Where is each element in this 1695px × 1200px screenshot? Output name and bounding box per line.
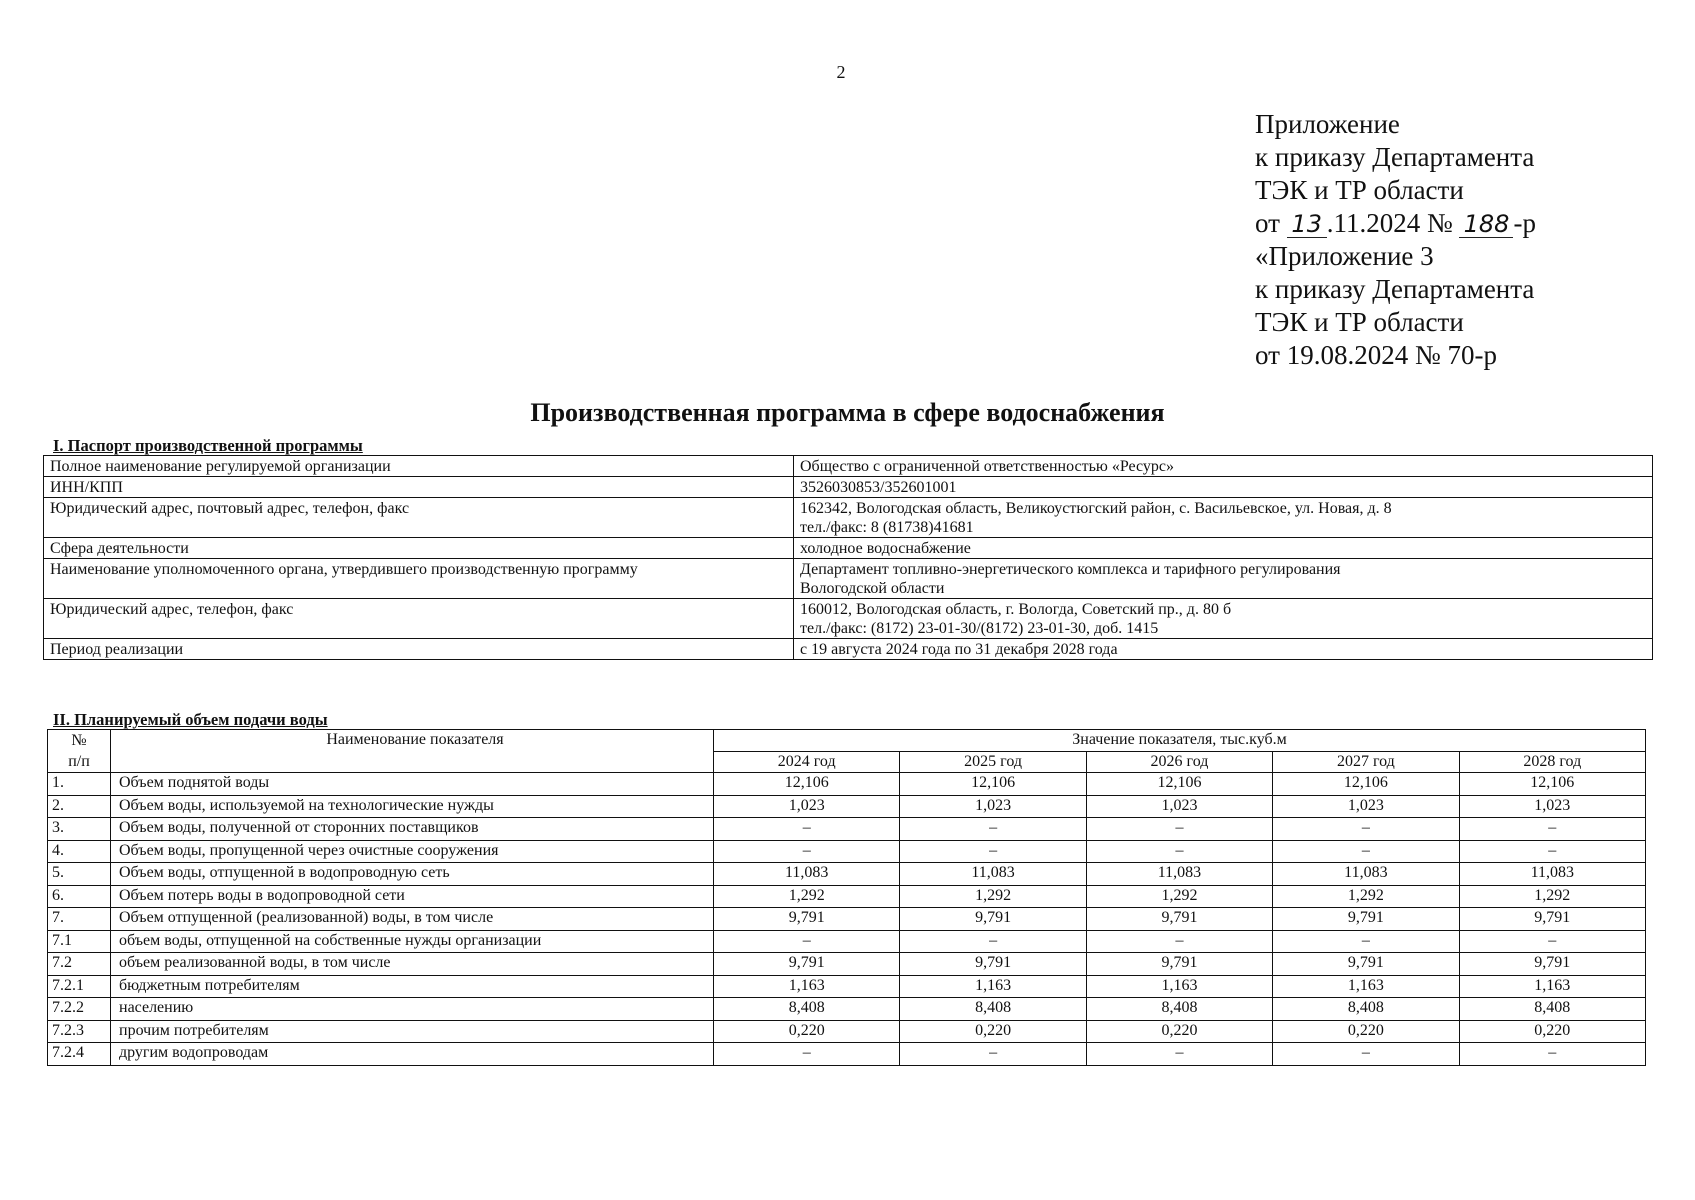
table-row [48, 818, 1646, 841]
passport-row [44, 599, 1653, 639]
appendix-line-8: от 19.08.2024 № 70-р [1255, 340, 1497, 370]
row-value: 9,791 [1273, 953, 1459, 976]
row-indicator-name: бюджетным потребителям [111, 975, 714, 998]
table-row [48, 885, 1646, 908]
row-value: 9,791 [1273, 908, 1459, 931]
row-value: 1,163 [1086, 975, 1272, 998]
table-row [48, 998, 1646, 1021]
passport-row [44, 538, 1653, 559]
row-number: 7. [48, 908, 111, 931]
row-value: 1,023 [1086, 795, 1272, 818]
appendix-line-6: к приказу Департамента [1255, 274, 1535, 304]
passport-value: 3526030853/352601001 [794, 477, 1653, 498]
header-year: 2027 год [1273, 751, 1459, 773]
row-value: 12,106 [1459, 773, 1645, 796]
row-value: 9,791 [1459, 953, 1645, 976]
row-value: – [1086, 840, 1272, 863]
row-value: 9,791 [714, 953, 900, 976]
passport-label: Период реализации [44, 639, 794, 660]
passport-label: Юридический адрес, почтовый адрес, телефон, факс [44, 498, 794, 538]
appendix-line-3: ТЭК и ТР области [1255, 175, 1464, 205]
row-value: – [714, 930, 900, 953]
row-indicator-name: Объем отпущенной (реализованной) воды, в том числе [111, 908, 714, 931]
row-value: 8,408 [900, 998, 1086, 1021]
row-indicator-name: прочим потребителям [111, 1020, 714, 1043]
table-row [48, 863, 1646, 886]
row-value: 1,163 [1273, 975, 1459, 998]
appendix-line-5: «Приложение 3 [1255, 241, 1434, 271]
row-value: – [1459, 1043, 1645, 1066]
passport-value: Общество с ограниченной ответственностью «Ресурс» [794, 456, 1653, 477]
row-value: 1,023 [1459, 795, 1645, 818]
row-number: 6. [48, 885, 111, 908]
row-value: – [1086, 818, 1272, 841]
table-row [48, 953, 1646, 976]
passport-label: Сфера деятельности [44, 538, 794, 559]
row-value: – [900, 818, 1086, 841]
row-value: 9,791 [1459, 908, 1645, 931]
order-suffix: -р [1513, 208, 1536, 238]
passport-label: Юридический адрес, телефон, факс [44, 599, 794, 639]
header-year: 2028 год [1459, 751, 1645, 773]
table-row [48, 840, 1646, 863]
passport-value: Департамент топливно-энергетического комплекса и тарифного регулирования Вологодской области [794, 559, 1653, 599]
order-date-rest: .11.2024 № [1326, 208, 1460, 238]
passport-value: 160012, Вологодская область, г. Вологда, Советский пр., д. 80 б тел./факс: (8172) 23-01-30/(8172) 23-01-30, доб. 1415 [794, 599, 1653, 639]
row-value: 0,220 [714, 1020, 900, 1043]
table-row [48, 908, 1646, 931]
row-value: – [1273, 818, 1459, 841]
row-indicator-name: Объем воды, используемой на технологические нужды [111, 795, 714, 818]
row-value: 9,791 [900, 953, 1086, 976]
row-value: 1,292 [1273, 885, 1459, 908]
row-value: – [714, 818, 900, 841]
row-value: 9,791 [1086, 953, 1272, 976]
row-value: – [900, 840, 1086, 863]
header-year: 2025 год [900, 751, 1086, 773]
row-number: 7.1 [48, 930, 111, 953]
passport-row [44, 639, 1653, 660]
table-row [48, 1043, 1646, 1066]
row-indicator-name: Объем воды, полученной от сторонних поставщиков [111, 818, 714, 841]
table-row [48, 975, 1646, 998]
row-value: – [1459, 818, 1645, 841]
row-value: 0,220 [1273, 1020, 1459, 1043]
handwritten-order-number: 188 [1459, 211, 1513, 238]
passport-row [44, 498, 1653, 538]
table-row [48, 1020, 1646, 1043]
appendix-line-1: Приложение [1255, 109, 1400, 139]
row-value: 9,791 [1086, 908, 1272, 931]
row-number: 5. [48, 863, 111, 886]
appendix-line-7: ТЭК и ТР области [1255, 307, 1464, 337]
row-value: 9,791 [714, 908, 900, 931]
row-value: 1,292 [1459, 885, 1645, 908]
appendix-line-2: к приказу Департамента [1255, 142, 1535, 172]
row-value: 8,408 [714, 998, 900, 1021]
row-value: – [1459, 930, 1645, 953]
row-number: 3. [48, 818, 111, 841]
row-indicator-name: объем реализованной воды, в том числе [111, 953, 714, 976]
row-number: 7.2 [48, 953, 111, 976]
passport-label: Наименование уполномоченного органа, утвердившего производственную программу [44, 559, 794, 599]
header-row [48, 730, 1646, 752]
row-value: 1,163 [1459, 975, 1645, 998]
passport-label: ИНН/КПП [44, 477, 794, 498]
passport-value: 162342, Вологодская область, Великоустюгский район, с. Васильевское, ул. Новая, д. 8 тел./факс: 8 (81738)41681 [794, 498, 1653, 538]
row-indicator-name: Объем воды, пропущенной через очистные сооружения [111, 840, 714, 863]
page-number: 2 [836, 62, 846, 82]
row-value: 0,220 [1459, 1020, 1645, 1043]
row-value: – [1086, 1043, 1272, 1066]
row-indicator-name: населению [111, 998, 714, 1021]
passport-row [44, 559, 1653, 599]
row-value: 12,106 [900, 773, 1086, 796]
row-value: – [900, 930, 1086, 953]
passport-table [43, 455, 1653, 660]
row-number: 7.2.3 [48, 1020, 111, 1043]
water-volume-table [47, 729, 1646, 1066]
row-value: 1,163 [714, 975, 900, 998]
row-value: – [900, 1043, 1086, 1066]
row-value: 1,023 [900, 795, 1086, 818]
row-indicator-name: Объем поднятой воды [111, 773, 714, 796]
row-value: 0,220 [900, 1020, 1086, 1043]
row-value: – [1273, 1043, 1459, 1066]
row-value: 8,408 [1459, 998, 1645, 1021]
row-indicator-name: другим водопроводам [111, 1043, 714, 1066]
section-1-title: I. Паспорт производственной программы [53, 436, 363, 455]
row-value: – [714, 1043, 900, 1066]
row-number: 4. [48, 840, 111, 863]
header-indicator-name: Наименование показателя [111, 730, 714, 773]
passport-value: холодное водоснабжение [794, 538, 1653, 559]
row-value: 11,083 [714, 863, 900, 886]
table-row [48, 930, 1646, 953]
header-num: № п/п [48, 730, 111, 773]
row-value: 11,083 [900, 863, 1086, 886]
row-number: 7.2.4 [48, 1043, 111, 1066]
passport-label: Полное наименование регулируемой организации [44, 456, 794, 477]
row-number: 2. [48, 795, 111, 818]
table-row [48, 795, 1646, 818]
row-value: 11,083 [1459, 863, 1645, 886]
passport-value: с 19 августа 2024 года по 31 декабря 2028 года [794, 639, 1653, 660]
row-value: 11,083 [1273, 863, 1459, 886]
row-value: 12,106 [1273, 773, 1459, 796]
passport-row [44, 456, 1653, 477]
row-value: 11,083 [1086, 863, 1272, 886]
row-value: – [1459, 840, 1645, 863]
row-value: 12,106 [1086, 773, 1272, 796]
row-value: – [1273, 840, 1459, 863]
row-indicator-name: Объем воды, отпущенной в водопроводную сеть [111, 863, 714, 886]
row-value: – [1273, 930, 1459, 953]
row-indicator-name: объем воды, отпущенной на собственные нужды организации [111, 930, 714, 953]
order-prefix: от [1255, 208, 1287, 238]
header-year: 2024 год [714, 751, 900, 773]
row-value: 1,023 [714, 795, 900, 818]
row-value: – [714, 840, 900, 863]
passport-row [44, 477, 1653, 498]
row-value: 1,163 [900, 975, 1086, 998]
row-value: 8,408 [1273, 998, 1459, 1021]
row-number: 7.2.1 [48, 975, 111, 998]
table-row [48, 773, 1646, 796]
row-number: 1. [48, 773, 111, 796]
row-value: 9,791 [900, 908, 1086, 931]
handwritten-order-day: 13 [1287, 211, 1327, 238]
appendix-order-line [1255, 207, 1536, 240]
row-value: 12,106 [714, 773, 900, 796]
header-year: 2026 год [1086, 751, 1272, 773]
section-2-title: II. Планируемый объем подачи воды [53, 710, 328, 729]
row-value: 8,408 [1086, 998, 1272, 1021]
row-value: 1,292 [900, 885, 1086, 908]
row-indicator-name: Объем потерь воды в водопроводной сети [111, 885, 714, 908]
row-value: 1,292 [1086, 885, 1272, 908]
header-value-group: Значение показателя, тыс.куб.м [714, 730, 1646, 752]
row-value: – [1086, 930, 1272, 953]
appendix-block [1255, 108, 1536, 372]
row-value: 1,023 [1273, 795, 1459, 818]
row-value: 1,292 [714, 885, 900, 908]
row-value: 0,220 [1086, 1020, 1272, 1043]
row-number: 7.2.2 [48, 998, 111, 1021]
document-title: Производственная программа в сфере водоснабжения [530, 398, 1165, 427]
